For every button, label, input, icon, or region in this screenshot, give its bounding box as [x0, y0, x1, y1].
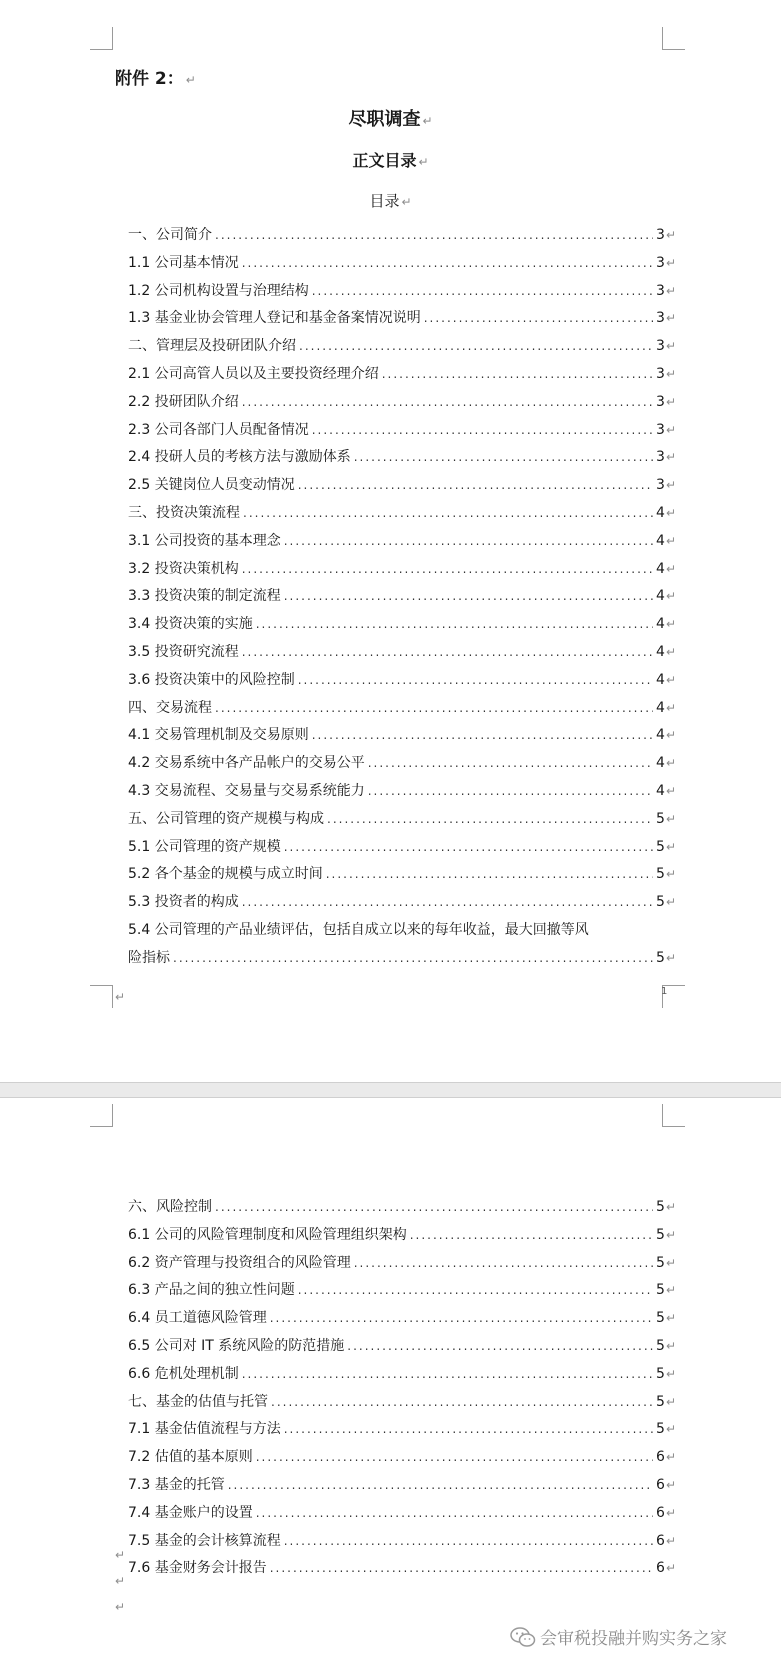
paragraph-mark-icon: ↵	[665, 839, 676, 854]
toc-leader-dots	[298, 1283, 653, 1297]
toc-leader-dots	[284, 1422, 653, 1436]
toc-entry-title: 2.3 公司各部门人员配备情况	[128, 421, 309, 438]
paragraph-mark-icon: ↵	[665, 589, 676, 604]
toc-entry-page-number: 5	[656, 894, 665, 911]
toc-entry[interactable]	[128, 1446, 676, 1474]
toc-entry-page-number: 6	[656, 1449, 665, 1466]
toc-leader-dots	[256, 1506, 653, 1520]
toc-leader-dots	[271, 1395, 653, 1409]
toc-entry[interactable]	[128, 1363, 676, 1391]
toc-entry-title: 1.1 公司基本情况	[128, 254, 239, 271]
toc-entry-title: 4.3 交易流程、交易量与交易系统能力	[128, 782, 365, 799]
toc-entry[interactable]	[128, 641, 676, 669]
paragraph-mark-icon: ↵	[665, 1366, 676, 1381]
toc-entry-title: 7.1 基金估值流程与方法	[128, 1421, 281, 1438]
document-subtitle-text: 正文目录	[352, 151, 417, 170]
toc-entry-title: 1.3 基金业协会管理人登记和基金备案情况说明	[128, 310, 421, 327]
toc-entry-page-number: 5	[656, 1421, 665, 1438]
toc-entry-title: 6.3 产品之间的独立性问题	[128, 1282, 295, 1299]
paragraph-mark-icon: ↵	[665, 811, 676, 826]
paragraph-mark-icon: ↵	[665, 783, 676, 798]
paragraph-mark-icon: ↵	[418, 155, 429, 169]
toc-leader-dots	[270, 1561, 653, 1575]
paragraph-mark-icon: ↵	[665, 756, 676, 771]
toc-entry-title: 3.3 投资决策的制定流程	[128, 588, 281, 605]
toc-entry[interactable]	[128, 585, 676, 613]
toc-entry[interactable]	[128, 391, 676, 419]
toc-entry-page-number: 3	[656, 282, 665, 299]
paragraph-mark-icon: ↵	[665, 450, 676, 465]
paragraph-mark-icon: ↵	[665, 311, 676, 326]
toc-entry-title: 4.2 交易系统中各产品帐户的交易公平	[128, 755, 365, 772]
toc-entry-title: 3.4 投资决策的实施	[128, 616, 253, 633]
toc-entry[interactable]	[128, 1196, 676, 1224]
toc-entry[interactable]	[128, 252, 676, 280]
toc-entry[interactable]	[128, 446, 676, 474]
toc-entry-wrapped-continuation[interactable]	[128, 947, 676, 975]
table-of-contents-page-2	[128, 1196, 676, 1585]
toc-entry-page-number: 5	[656, 1199, 665, 1215]
toc-entry[interactable]	[128, 1279, 676, 1307]
crop-mark-bottom-left	[90, 985, 113, 1008]
paragraph-mark-icon: ↵	[665, 617, 676, 632]
toc-leader-dots	[312, 728, 653, 742]
toc-entry-page-number: 4	[656, 727, 665, 744]
toc-entry-page-number: 5	[656, 866, 665, 883]
paragraph-mark-icon: ↵	[665, 950, 676, 965]
toc-entry-title: 5.1 公司管理的资产规模	[128, 838, 281, 855]
toc-entry[interactable]	[128, 502, 676, 530]
toc-leader-dots	[326, 867, 653, 881]
attachment-label-text: 附件 2：	[115, 69, 184, 89]
crop-mark-top-left	[90, 1104, 113, 1127]
paragraph-mark-icon: ↵	[665, 1338, 676, 1353]
toc-entry-title: 4.1 交易管理机制及交易原则	[128, 727, 309, 744]
toc-heading-text: 目录	[369, 192, 400, 210]
toc-entry-page-number: 4	[656, 699, 665, 716]
toc-entry-title: 7.2 估值的基本原则	[128, 1449, 253, 1466]
paragraph-mark-icon: ↵	[665, 228, 676, 242]
toc-leader-dots	[424, 311, 653, 325]
toc-entry-page-number: 5	[656, 838, 665, 855]
toc-entry-wrapped-line1: 5.4 公司管理的产品业绩评估，包括自成立以来的每年收益，最大回撤等风	[128, 921, 589, 938]
toc-heading	[0, 190, 781, 211]
paragraph-mark-icon: ↵	[185, 73, 196, 87]
toc-entry-title: 7.4 基金账户的设置	[128, 1504, 253, 1521]
toc-entry-title: 一、公司简介	[128, 227, 212, 243]
toc-entry-title: 6.1 公司的风险管理制度和风险管理组织架构	[128, 1226, 407, 1243]
paragraph-mark-icon: ↵	[115, 1574, 126, 1588]
paragraph-mark-icon: ↵	[665, 700, 676, 715]
paragraph-mark-icon: ↵	[665, 1283, 676, 1298]
toc-entry-title: 2.5 关键岗位人员变动情况	[128, 477, 295, 494]
crop-mark-top-right	[662, 1104, 685, 1127]
toc-entry-page-number: 5	[656, 1365, 665, 1382]
toc-entry[interactable]	[128, 613, 676, 641]
document-title-text: 尽职调查	[348, 109, 421, 130]
toc-entry[interactable]	[128, 1474, 676, 1502]
toc-leader-dots	[270, 1311, 653, 1325]
toc-leader-dots	[215, 228, 653, 242]
wechat-icon	[510, 1626, 536, 1648]
toc-entry-title: 3.1 公司投资的基本理念	[128, 532, 281, 549]
toc-entry-title: 1.2 公司机构设置与治理结构	[128, 282, 309, 299]
toc-leader-dots	[298, 478, 653, 492]
paragraph-mark-icon: ↵	[665, 895, 676, 910]
toc-leader-dots	[368, 784, 653, 798]
paragraph-mark-icon: ↵	[665, 1561, 676, 1576]
toc-entry-title: 6.5 公司对 IT 系统风险的防范措施	[128, 1337, 345, 1354]
toc-entry-page-number: 3	[656, 338, 665, 355]
toc-entry-title: 3.6 投资决策中的风险控制	[128, 671, 295, 688]
paragraph-mark-icon: ↵	[115, 1548, 126, 1562]
toc-entry[interactable]	[128, 724, 676, 752]
toc-entry-page-number: 4	[656, 755, 665, 772]
toc-entry[interactable]	[128, 669, 676, 697]
paragraph-mark-icon: ↵	[665, 1227, 676, 1242]
toc-entry[interactable]	[128, 280, 676, 308]
toc-leader-dots	[347, 1339, 653, 1353]
toc-entry-title: 3.5 投资研究流程	[128, 643, 239, 660]
toc-entry-page-number: 4	[656, 532, 665, 549]
paragraph-mark-icon: ↵	[401, 195, 412, 209]
toc-entry-page-number: 4	[656, 616, 665, 633]
toc-entry[interactable]	[128, 863, 676, 891]
toc-entry-page-number: 5	[656, 1254, 665, 1271]
toc-leader-dots	[410, 1228, 653, 1242]
toc-entry-page-number: 3	[656, 421, 665, 438]
toc-entry-page-number: 3	[656, 254, 665, 271]
toc-leader-dots	[327, 812, 653, 826]
paragraph-mark-icon: ↵	[665, 283, 676, 298]
table-of-contents-page-1	[128, 224, 676, 975]
watermark	[510, 1624, 727, 1649]
crop-mark-top-left	[90, 27, 113, 50]
toc-entry-title: 七、基金的估值与托管	[128, 1393, 268, 1410]
toc-entry-page-number: 4	[656, 782, 665, 799]
paragraph-mark-icon: ↵	[665, 478, 676, 493]
toc-leader-dots	[354, 1256, 653, 1270]
paragraph-mark-icon: ↵	[665, 533, 676, 548]
toc-entry[interactable]	[128, 419, 676, 447]
toc-entry-title: 6.6 危机处理机制	[128, 1365, 239, 1382]
toc-entry[interactable]	[128, 1557, 676, 1585]
toc-entry[interactable]	[128, 558, 676, 586]
paragraph-mark-icon: ↵	[665, 1505, 676, 1520]
toc-entry-page-number: 6	[656, 1560, 665, 1577]
paragraph-mark-icon: ↵	[665, 255, 676, 270]
toc-leader-dots	[242, 562, 653, 576]
paragraph-mark-icon: ↵	[665, 728, 676, 743]
toc-leader-dots	[298, 673, 653, 687]
paragraph-mark-icon: ↵	[115, 1600, 126, 1614]
toc-entry[interactable]	[128, 224, 676, 252]
toc-entry-title: 7.3 基金的托管	[128, 1476, 225, 1493]
paragraph-mark-icon: ↵	[665, 1450, 676, 1465]
crop-mark-top-right	[662, 27, 685, 50]
toc-entry[interactable]	[128, 752, 676, 780]
toc-leader-dots	[299, 339, 653, 353]
paragraph-mark-icon: ↵	[665, 1477, 676, 1492]
toc-leader-dots	[243, 506, 653, 520]
paragraph-mark-icon: ↵	[665, 1311, 676, 1326]
toc-entry[interactable]	[128, 1307, 676, 1335]
paragraph-mark-icon: ↵	[665, 1255, 676, 1270]
document-title	[0, 105, 781, 131]
toc-entry-wrapped-line2: 险指标	[128, 949, 170, 966]
toc-entry-page-number: 3	[656, 393, 665, 410]
toc-entry[interactable]	[128, 474, 676, 502]
toc-entry[interactable]	[128, 1502, 676, 1530]
paragraph-mark-icon: ↵	[665, 394, 676, 409]
toc-leader-dots	[242, 1367, 653, 1381]
toc-leader-dots	[228, 1478, 653, 1492]
toc-entry[interactable]	[128, 1252, 676, 1280]
toc-entry-page-number: 6	[656, 1476, 665, 1493]
toc-leader-dots	[215, 1200, 653, 1214]
toc-leader-dots	[215, 701, 653, 715]
toc-entry-page-number: 5	[656, 949, 665, 966]
toc-entry-page-number: 6	[656, 1532, 665, 1549]
paragraph-mark-icon: ↵	[665, 672, 676, 687]
toc-leader-dots	[284, 1534, 653, 1548]
toc-leader-dots	[284, 589, 653, 603]
toc-entry-title: 7.6 基金财务会计报告	[128, 1560, 267, 1577]
toc-entry[interactable]	[128, 1224, 676, 1252]
toc-entry-title: 2.2 投研团队介绍	[128, 393, 239, 410]
toc-entry-page-number: 4	[656, 504, 665, 521]
toc-entry-page-number: 3	[656, 477, 665, 494]
toc-leader-dots	[312, 423, 653, 437]
page-separator	[0, 1082, 781, 1098]
toc-leader-dots	[256, 1450, 653, 1464]
paragraph-mark-icon: ↵	[665, 1200, 676, 1214]
toc-leader-dots	[242, 395, 653, 409]
toc-entry-page-number: 6	[656, 1504, 665, 1521]
toc-entry-title: 五、公司管理的资产规模与构成	[128, 810, 324, 827]
paragraph-mark-icon: ↵	[665, 1533, 676, 1548]
toc-entry[interactable]	[128, 891, 676, 919]
toc-entry[interactable]	[128, 780, 676, 808]
toc-leader-dots	[284, 840, 653, 854]
toc-leader-dots	[368, 756, 653, 770]
toc-leader-dots	[256, 617, 653, 631]
toc-leader-dots	[382, 367, 653, 381]
toc-entry-title: 2.1 公司高管人员以及主要投资经理介绍	[128, 365, 379, 382]
paragraph-mark-icon: ↵	[665, 644, 676, 659]
toc-entry-page-number: 5	[656, 1282, 665, 1299]
toc-entry[interactable]	[128, 836, 676, 864]
toc-entry-title: 二、管理层及投研团队介绍	[128, 338, 296, 355]
toc-entry[interactable]	[128, 335, 676, 363]
toc-entry[interactable]	[128, 808, 676, 836]
toc-entry-title: 7.5 基金的会计核算流程	[128, 1532, 281, 1549]
toc-entry[interactable]	[128, 363, 676, 391]
toc-entry-title: 四、交易流程	[128, 699, 212, 716]
toc-entry[interactable]	[128, 1391, 676, 1419]
toc-entry-page-number: 5	[656, 1226, 665, 1243]
attachment-label	[115, 64, 196, 89]
toc-entry-page-number: 5	[656, 1337, 665, 1354]
toc-entry-title: 5.2 各个基金的规模与成立时间	[128, 866, 323, 883]
paragraph-mark-icon: ↵	[665, 1394, 676, 1409]
toc-entry-title: 六、风险控制	[128, 1199, 212, 1215]
document-subtitle	[0, 148, 781, 171]
toc-entry-page-number: 4	[656, 560, 665, 577]
toc-entry-wrapped[interactable]	[128, 919, 676, 947]
toc-entry-page-number: 3	[656, 365, 665, 382]
toc-entry-title: 5.3 投资者的构成	[128, 894, 239, 911]
toc-entry-title: 3.2 投资决策机构	[128, 560, 239, 577]
toc-entry-page-number: 3	[656, 310, 665, 327]
watermark-text: 会审税投融并购实务之家	[540, 1629, 727, 1649]
toc-entry-page-number: 4	[656, 588, 665, 605]
toc-leader-dots	[242, 645, 653, 659]
toc-entry-page-number: 3	[656, 227, 665, 243]
toc-entry[interactable]	[128, 530, 676, 558]
page-footer-number: 1	[661, 986, 668, 997]
paragraph-mark-icon: ↵	[665, 505, 676, 520]
toc-entry-page-number: 5	[656, 1310, 665, 1327]
paragraph-mark-icon: ↵	[665, 366, 676, 381]
toc-entry[interactable]	[128, 307, 676, 335]
paragraph-mark-icon: ↵	[115, 990, 126, 1004]
toc-entry-page-number: 5	[656, 810, 665, 827]
paragraph-mark-icon: ↵	[665, 561, 676, 576]
toc-leader-dots	[312, 284, 653, 298]
toc-leader-dots	[284, 534, 653, 548]
toc-leader-dots	[242, 256, 653, 270]
toc-entry-title: 6.2 资产管理与投资组合的风险管理	[128, 1254, 351, 1271]
toc-leader-dots	[173, 951, 653, 965]
toc-entry-title: 2.4 投研人员的考核方法与激励体系	[128, 449, 351, 466]
paragraph-mark-icon: ↵	[665, 422, 676, 437]
toc-leader-dots	[242, 895, 653, 909]
toc-entry-title: 三、投资决策流程	[128, 504, 240, 521]
paragraph-mark-icon: ↵	[665, 339, 676, 354]
paragraph-mark-icon: ↵	[422, 114, 433, 128]
toc-entry[interactable]	[128, 1335, 676, 1363]
toc-entry-page-number: 4	[656, 671, 665, 688]
toc-entry[interactable]	[128, 1530, 676, 1558]
toc-entry-page-number: 4	[656, 643, 665, 660]
paragraph-mark-icon: ↵	[665, 867, 676, 882]
toc-entry-page-number: 5	[656, 1393, 665, 1410]
toc-leader-dots	[354, 450, 653, 464]
paragraph-mark-icon: ↵	[665, 1422, 676, 1437]
toc-entry-page-number: 3	[656, 449, 665, 466]
toc-entry[interactable]	[128, 1418, 676, 1446]
toc-entry[interactable]	[128, 697, 676, 725]
toc-entry-title: 6.4 员工道德风险管理	[128, 1310, 267, 1327]
